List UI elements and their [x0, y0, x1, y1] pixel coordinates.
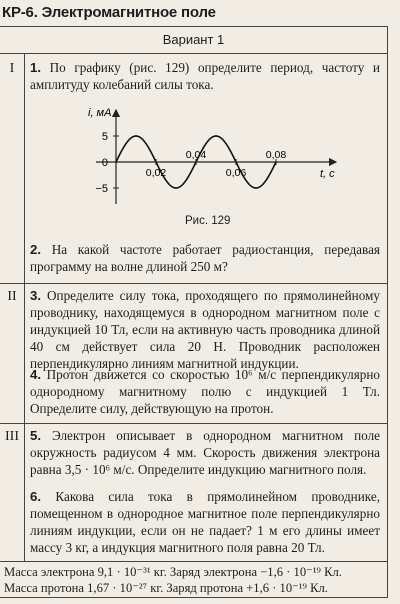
x-tick-label: 0,08 [265, 149, 287, 161]
task-text: Протон движется со скоростью 10⁶ м/с перпендикулярно однородному магнитному полю с индукцией 1 Тл. Определите силу, действующую на протон. [30, 367, 381, 416]
section-divider [0, 423, 387, 424]
x-tick-label: 0,06 [225, 167, 247, 179]
footer-divider [0, 561, 387, 562]
task-4 [30, 366, 380, 417]
task-2 [30, 241, 380, 275]
data-point [135, 135, 137, 137]
level-column-divider [24, 53, 25, 561]
level-label-2: II [7, 289, 17, 304]
data-point [155, 161, 157, 163]
y-axis-label: i, мА [88, 107, 112, 119]
y-tick-label: 0 [101, 157, 108, 169]
data-point [275, 161, 277, 163]
task-number: 5. [30, 428, 41, 443]
level-label-1: I [9, 61, 15, 76]
data-point [235, 161, 237, 163]
task-text: Электрон описывает в однородном магнитном поле окружность радиусом 4 мм. Скорость движения электрона равна 3,5 · 10⁶ м/с. Определите индукцию магнитного поля. [30, 428, 380, 477]
constants-footer [4, 564, 384, 596]
task-number: 3. [30, 288, 41, 303]
y-tick-label: −5 [95, 183, 108, 195]
figure-caption: Рис. 129 [185, 215, 231, 227]
task-1 [30, 59, 380, 93]
task-5 [30, 427, 380, 478]
task-number: 2. [30, 242, 41, 257]
data-point [215, 135, 217, 137]
data-point [195, 161, 197, 163]
proton-constants: Масса протона 1,67 · 10⁻²⁷ кг. Заряд протона +1,6 · 10⁻¹⁹ Кл. [4, 581, 328, 595]
task-text: По графику (рис. 129) определите период, частоту и амплитуду колебаний силы тока. [30, 60, 380, 92]
variant-title: Вариант 1 [0, 27, 387, 54]
task-number: 1. [30, 60, 41, 75]
task-text: На какой частоте работает радиостанция, передавая программу на волне длиной 250 м? [30, 242, 380, 274]
electron-constants: Масса электрона 9,1 · 10⁻³¹ кг. Заряд электрона −1,6 · 10⁻¹⁹ Кл. [4, 565, 342, 579]
task-number: 6. [30, 489, 41, 504]
section-divider [0, 283, 387, 284]
task-6 [30, 488, 380, 556]
task-text: Определите силу тока, проходящего по прямолинейному проводнику, находящемуся в однородном магнитном поле с индукцией 10 Тл, если на активную часть проводника длиной 40 см действует сила 20 Н. Проводник расположен перпендикулярно линиям магнитной индукции. [30, 288, 381, 371]
x-tick-label: 0,02 [145, 167, 167, 179]
data-point [255, 187, 257, 189]
task-text: Какова сила тока в прямолинейном проводнике, помещенном в однородное магнитное поле перпендикулярно линиям индукции, если он не падает? 1 м его длины имеет массу 3 кг, а индукция магнитного поля равна 20 Тл. [30, 489, 381, 555]
task-3 [30, 287, 380, 372]
data-point [175, 187, 177, 189]
level-label-3: III [5, 429, 19, 444]
current-oscillation-chart [86, 106, 346, 216]
y-tick-label: 5 [101, 131, 108, 143]
page-title: КР-6. Электромагнитное поле [2, 4, 216, 21]
x-axis-label: t, с [320, 168, 335, 180]
task-number: 4. [30, 367, 41, 382]
data-point [115, 161, 117, 163]
x-tick-label: 0,04 [185, 149, 207, 161]
